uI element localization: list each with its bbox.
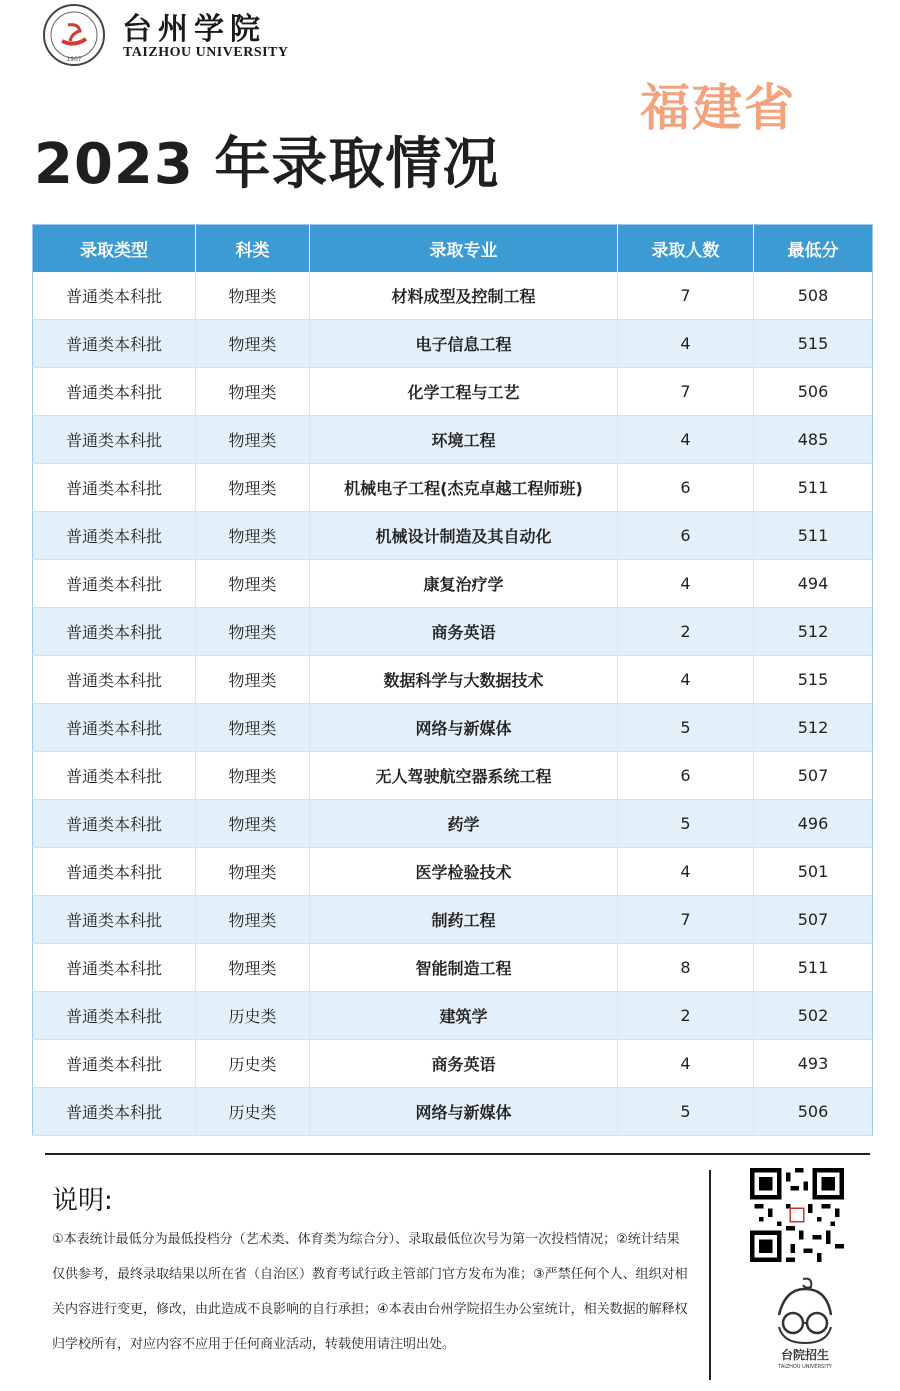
cell-subject: 物理类 [196, 512, 310, 560]
cell-major: 建筑学 [310, 992, 618, 1040]
cell-admission-type: 普通类本科批 [33, 944, 196, 992]
cell-major: 电子信息工程 [310, 320, 618, 368]
mascot-logo-icon [765, 1275, 845, 1370]
note-title: 说明: [52, 1186, 113, 1216]
page-title: 2023 年录取情况 [34, 132, 500, 197]
cell-admission-type: 普通类本科批 [33, 560, 196, 608]
table-row [33, 1088, 873, 1136]
cell-admission-type: 普通类本科批 [33, 416, 196, 464]
cell-subject: 历史类 [196, 1040, 310, 1088]
cell-count: 6 [618, 512, 754, 560]
table-row [33, 896, 873, 944]
cell-admission-type: 普通类本科批 [33, 512, 196, 560]
cell-admission-type: 普通类本科批 [33, 848, 196, 896]
table-row [33, 944, 873, 992]
cell-subject: 物理类 [196, 752, 310, 800]
page-header [0, 0, 900, 210]
cell-min-score: 493 [754, 1040, 873, 1088]
cell-major: 网络与新媒体 [310, 1088, 618, 1136]
cell-subject: 历史类 [196, 1088, 310, 1136]
table-row [33, 272, 873, 320]
cell-admission-type: 普通类本科批 [33, 1088, 196, 1136]
cell-min-score: 501 [754, 848, 873, 896]
cell-major: 商务英语 [310, 608, 618, 656]
cell-subject: 物理类 [196, 320, 310, 368]
cell-major: 智能制造工程 [310, 944, 618, 992]
cell-min-score: 494 [754, 560, 873, 608]
cell-subject: 物理类 [196, 944, 310, 992]
cell-major: 康复治疗学 [310, 560, 618, 608]
cell-min-score: 506 [754, 368, 873, 416]
cell-count: 2 [618, 992, 754, 1040]
cell-count: 2 [618, 608, 754, 656]
cell-subject: 物理类 [196, 608, 310, 656]
cell-count: 4 [618, 656, 754, 704]
university-name-en: TAIZHOU UNIVERSITY [123, 45, 289, 60]
cell-admission-type: 普通类本科批 [33, 608, 196, 656]
table-row [33, 560, 873, 608]
cell-subject: 物理类 [196, 704, 310, 752]
cell-count: 4 [618, 1040, 754, 1088]
cell-min-score: 507 [754, 752, 873, 800]
cell-min-score: 507 [754, 896, 873, 944]
table-row [33, 320, 873, 368]
cell-admission-type: 普通类本科批 [33, 704, 196, 752]
cell-admission-type: 普通类本科批 [33, 320, 196, 368]
cell-major: 药学 [310, 800, 618, 848]
table-header-row [33, 225, 873, 273]
cell-count: 6 [618, 752, 754, 800]
column-header: 科类 [196, 225, 310, 273]
cell-major: 环境工程 [310, 416, 618, 464]
cell-admission-type: 普通类本科批 [33, 656, 196, 704]
cell-count: 4 [618, 848, 754, 896]
cell-min-score: 506 [754, 1088, 873, 1136]
seal-year: 1907 [66, 56, 82, 63]
table-row [33, 464, 873, 512]
column-header: 最低分 [754, 225, 873, 273]
province-label: 福建省 [640, 79, 796, 137]
cell-subject: 物理类 [196, 272, 310, 320]
cell-count: 5 [618, 704, 754, 752]
cell-major: 化学工程与工艺 [310, 368, 618, 416]
cell-count: 4 [618, 320, 754, 368]
note-text: ①本表统计最低分为最低投档分（艺术类、体育类为综合分）、录取最低位次号为第一次投档情况；②统计结果仅供参考，最终录取结果以所在省（自治区）教育考试行政主管部门官方发布为准；③严禁任何个人、组织对相关内容进行变更，修改，由此造成不良影响的自行承担；④本表由台州学院招生办公室统计，相关数据的解释权归学校所有，对应内容不应用于任何商业活动，转载使用请注明出处。 [52, 1232, 688, 1352]
column-header: 录取人数 [618, 225, 754, 273]
cell-major: 机械电子工程(杰克卓越工程师班) [310, 464, 618, 512]
admission-table [32, 224, 872, 1136]
table-row [33, 1040, 873, 1088]
table-row [33, 512, 873, 560]
table-row [33, 704, 873, 752]
cell-major: 机械设计制造及其自动化 [310, 512, 618, 560]
cell-major: 网络与新媒体 [310, 704, 618, 752]
cell-subject: 物理类 [196, 416, 310, 464]
cell-count: 7 [618, 896, 754, 944]
cell-min-score: 511 [754, 944, 873, 992]
cell-subject: 物理类 [196, 848, 310, 896]
cell-major: 无人驾驶航空器系统工程 [310, 752, 618, 800]
table-row [33, 656, 873, 704]
footer-vertical-divider [709, 1170, 711, 1380]
cell-major: 数据科学与大数据技术 [310, 656, 618, 704]
cell-count: 7 [618, 368, 754, 416]
university-seal-icon [42, 3, 106, 67]
mascot-label-en: TAIZHOU UNIVERSITY [778, 1364, 832, 1370]
cell-admission-type: 普通类本科批 [33, 752, 196, 800]
table-row [33, 848, 873, 896]
cell-min-score: 511 [754, 464, 873, 512]
qr-code-icon [750, 1168, 844, 1262]
cell-min-score: 515 [754, 320, 873, 368]
cell-major: 制药工程 [310, 896, 618, 944]
cell-subject: 物理类 [196, 560, 310, 608]
cell-count: 4 [618, 560, 754, 608]
cell-subject: 历史类 [196, 992, 310, 1040]
table-row [33, 608, 873, 656]
cell-major: 材料成型及控制工程 [310, 272, 618, 320]
cell-subject: 物理类 [196, 896, 310, 944]
cell-admission-type: 普通类本科批 [33, 800, 196, 848]
footer-divider [45, 1153, 870, 1155]
cell-major: 商务英语 [310, 1040, 618, 1088]
cell-admission-type: 普通类本科批 [33, 992, 196, 1040]
cell-subject: 物理类 [196, 800, 310, 848]
cell-admission-type: 普通类本科批 [33, 896, 196, 944]
cell-min-score: 515 [754, 656, 873, 704]
column-header: 录取专业 [310, 225, 618, 273]
cell-admission-type: 普通类本科批 [33, 272, 196, 320]
cell-admission-type: 普通类本科批 [33, 1040, 196, 1088]
cell-major: 医学检验技术 [310, 848, 618, 896]
cell-admission-type: 普通类本科批 [33, 368, 196, 416]
table-row [33, 992, 873, 1040]
cell-subject: 物理类 [196, 368, 310, 416]
cell-count: 5 [618, 800, 754, 848]
university-name-cn: 台州学院 [122, 12, 266, 47]
cell-min-score: 508 [754, 272, 873, 320]
cell-subject: 物理类 [196, 656, 310, 704]
table-row [33, 368, 873, 416]
table-row [33, 800, 873, 848]
column-header: 录取类型 [33, 225, 196, 273]
cell-min-score: 502 [754, 992, 873, 1040]
cell-min-score: 512 [754, 608, 873, 656]
cell-subject: 物理类 [196, 464, 310, 512]
cell-count: 7 [618, 272, 754, 320]
table-row [33, 752, 873, 800]
cell-count: 5 [618, 1088, 754, 1136]
cell-min-score: 511 [754, 512, 873, 560]
cell-count: 8 [618, 944, 754, 992]
cell-min-score: 485 [754, 416, 873, 464]
mascot-label-cn: 台院招生 [780, 1348, 830, 1362]
cell-count: 6 [618, 464, 754, 512]
table-row [33, 416, 873, 464]
cell-admission-type: 普通类本科批 [33, 464, 196, 512]
cell-count: 4 [618, 416, 754, 464]
cell-min-score: 496 [754, 800, 873, 848]
cell-min-score: 512 [754, 704, 873, 752]
